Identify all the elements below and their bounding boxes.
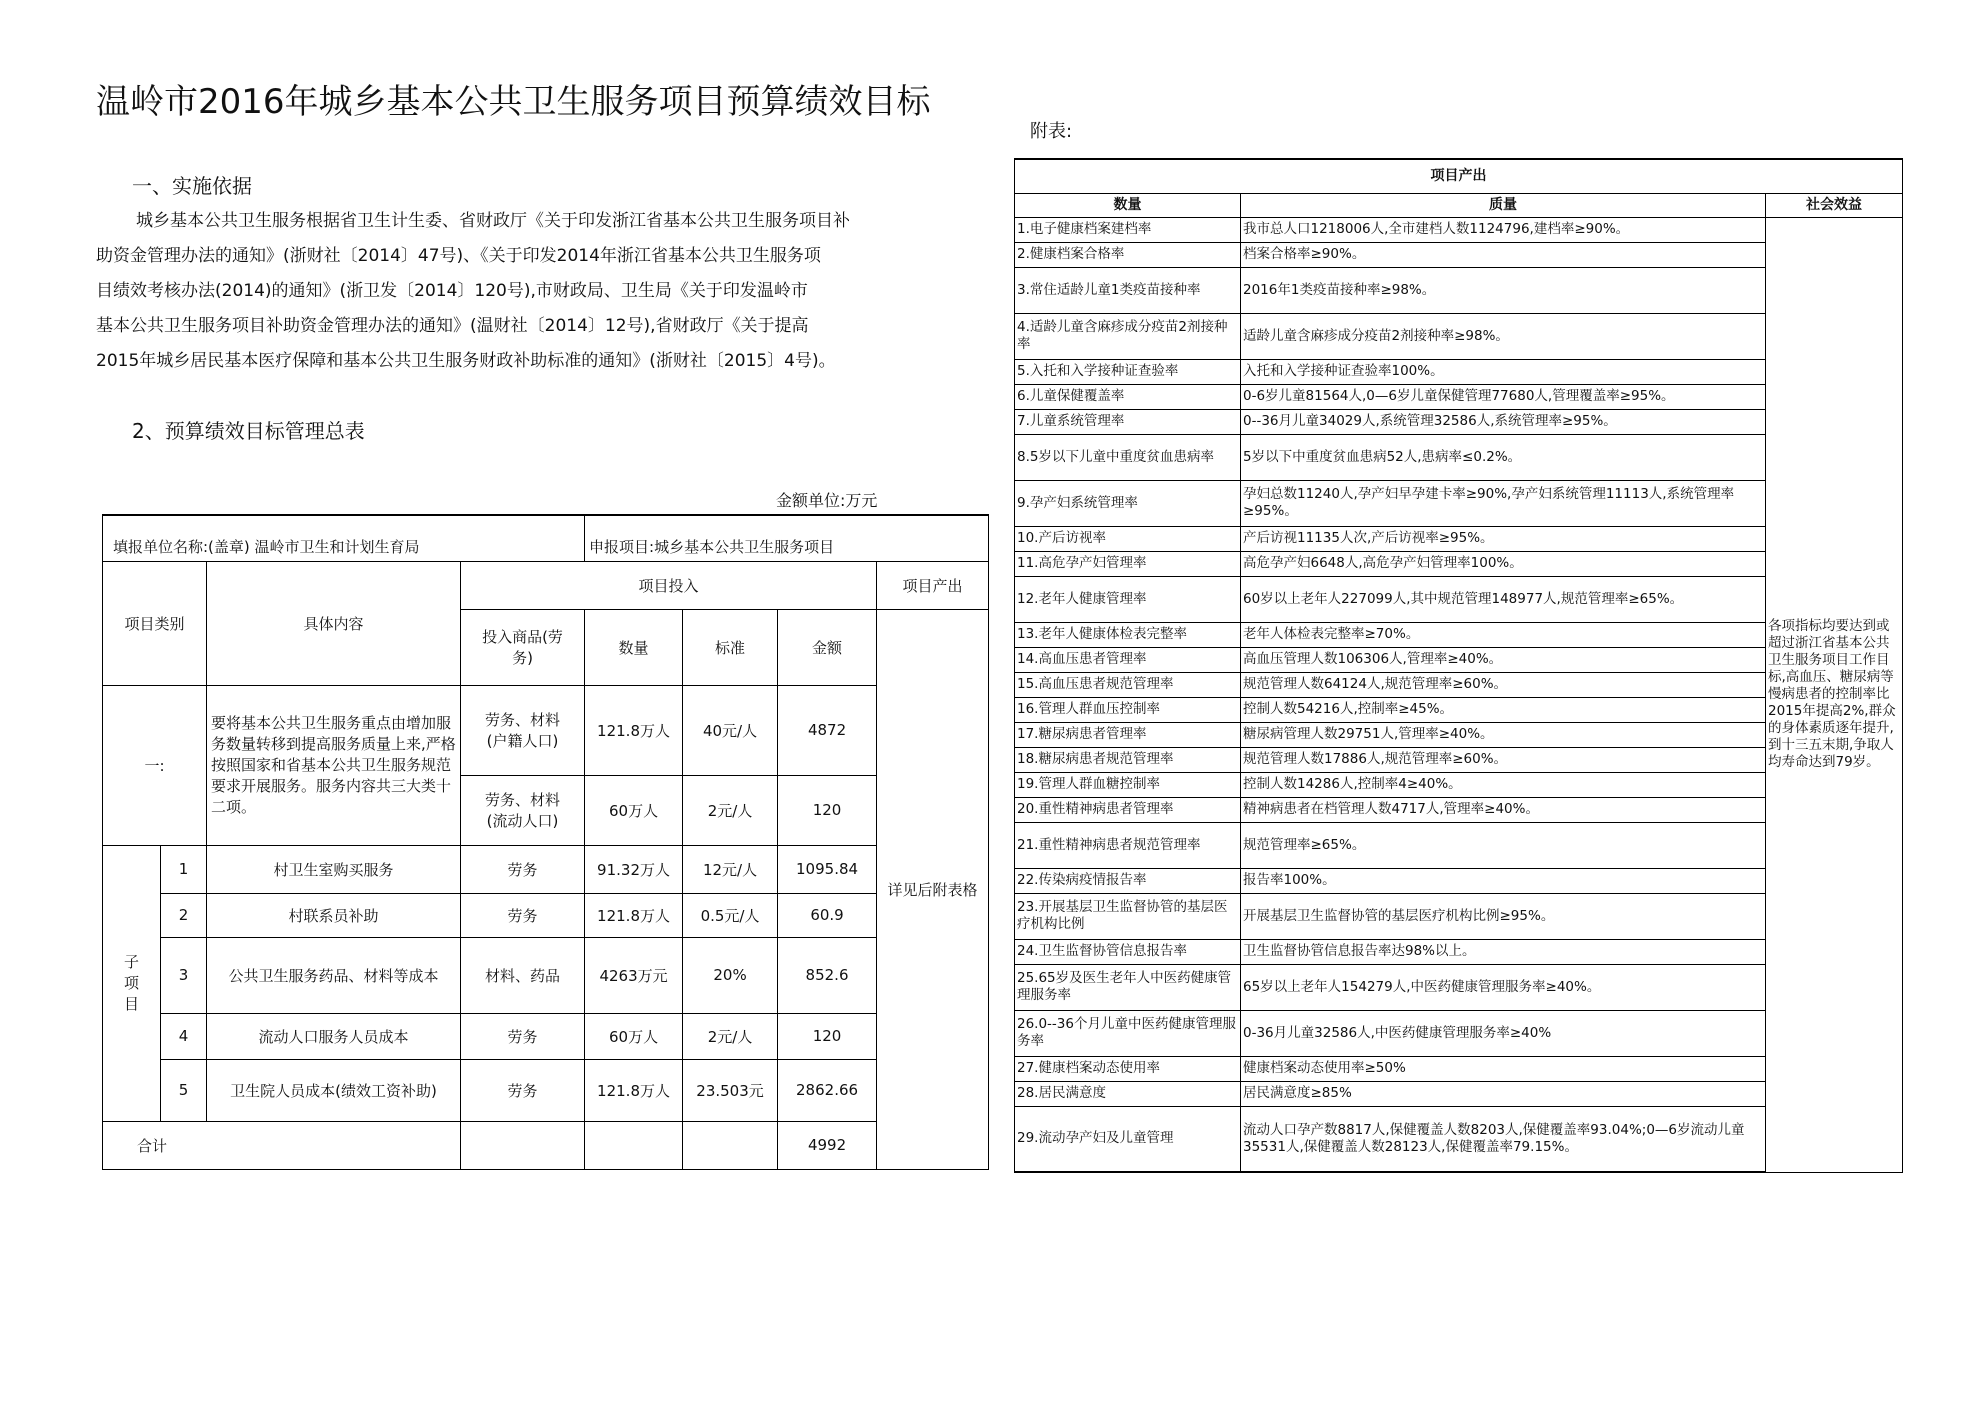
sub-row-standard: 0.5元/人 (683, 893, 778, 937)
indicator-name: 25.65岁及医生老年人中医药健康管理服务率 (1015, 964, 1241, 1010)
sub-row-amount: 120 (778, 1013, 877, 1059)
indicator-quality: 健康档案动态使用率≥50% (1241, 1056, 1766, 1081)
sub-row-number: 5 (161, 1059, 207, 1121)
sub-row-standard: 20% (683, 937, 778, 1013)
header-quantity: 数量 (585, 609, 683, 685)
indicator-name: 24.卫生监督协管信息报告率 (1015, 939, 1241, 964)
header-social-benefit: 社会效益 (1766, 193, 1903, 217)
sub-row-number: 2 (161, 893, 207, 937)
sub-row-quantity: 4263万元 (585, 937, 683, 1013)
sub-row-amount: 60.9 (778, 893, 877, 937)
indicator-name: 11.高危孕产妇管理率 (1015, 551, 1241, 576)
indicator-name: 17.糖尿病患者管理率 (1015, 722, 1241, 747)
indicator-quality: 精神病患者在档管理人数4717人,管理率≥40%。 (1241, 797, 1766, 822)
indicator-name: 27.健康档案动态使用率 (1015, 1056, 1241, 1081)
total-label: 合计 (103, 1121, 461, 1169)
sub-row-number: 4 (161, 1013, 207, 1059)
indicator-quality: 规范管理率≥65%。 (1241, 822, 1766, 868)
sub-row-content: 流动人口服务人员成本 (207, 1013, 461, 1059)
indicator-quality: 高血压管理人数106306人,管理率≥40%。 (1241, 647, 1766, 672)
appendix-label: 附表: (1030, 121, 1073, 142)
header-input: 项目投入 (461, 561, 877, 609)
header-content: 具体内容 (207, 561, 461, 685)
header-amount: 金额 (778, 609, 877, 685)
project-name-cell: 申报项目:城乡基本公共卫生服务项目 (585, 515, 989, 561)
header-category: 项目类别 (103, 561, 207, 685)
sub-row-number: 3 (161, 937, 207, 1013)
indicator-name: 29.流动孕产妇及儿童管理 (1015, 1106, 1241, 1172)
indicator-quality: 糖尿病管理人数29751人,管理率≥40%。 (1241, 722, 1766, 747)
budget-summary-table (102, 514, 989, 1170)
indicator-name: 21.重性精神病患者规范管理率 (1015, 822, 1241, 868)
indicator-name: 23.开展基层卫生监督协管的基层医疗机构比例 (1015, 893, 1241, 939)
indicator-name: 28.居民满意度 (1015, 1081, 1241, 1106)
indicator-name: 5.入托和入学接种证查验率 (1015, 359, 1241, 384)
indicator-quality: 适龄儿童含麻疹成分疫苗2剂接种率≥98%。 (1241, 313, 1766, 359)
sub-item-label: 子项目 (103, 845, 161, 1121)
total-goods-empty (461, 1121, 585, 1169)
main-row-quantity: 121.8万人 (585, 685, 683, 775)
indicator-name: 3.常住适龄儿童1类疫苗接种率 (1015, 267, 1241, 313)
sub-row-quantity: 121.8万人 (585, 1059, 683, 1121)
sub-row-goods: 材料、药品 (461, 937, 585, 1013)
indicator-quality: 0--36月儿童34029人,系统管理32586人,系统管理率≥95%。 (1241, 409, 1766, 434)
total-quantity-empty (585, 1121, 683, 1169)
paragraph-line: 助资金管理办法的通知》(浙财社〔2014〕47号)、《关于印发2014年浙江省基本公共卫生服务项 (96, 246, 821, 266)
indicator-name: 4.适龄儿童含麻疹成分疫苗2剂接种率 (1015, 313, 1241, 359)
indicator-quality: 档案合格率≥90%。 (1241, 242, 1766, 267)
main-row-standard: 2元/人 (683, 775, 778, 845)
indicator-name: 14.高血压患者管理率 (1015, 647, 1241, 672)
indicator-name: 12.老年人健康管理率 (1015, 576, 1241, 622)
indicator-name: 9.孕产妇系统管理率 (1015, 480, 1241, 526)
indicator-quality: 5岁以下中重度贫血患病52人,患病率≤0.2%。 (1241, 434, 1766, 480)
indicator-quality: 开展基层卫生监督协管的基层医疗机构比例≥95%。 (1241, 893, 1766, 939)
indicator-quality: 高危孕产妇6648人,高危孕产妇管理率100%。 (1241, 551, 1766, 576)
sub-row-standard: 12元/人 (683, 845, 778, 893)
sub-row-goods: 劳务 (461, 1059, 585, 1121)
sub-row-goods: 劳务 (461, 893, 585, 937)
basis-paragraph (96, 204, 986, 379)
header-output: 项目产出 (877, 561, 989, 609)
sub-row-amount: 1095.84 (778, 845, 877, 893)
indicator-quality: 居民满意度≥85% (1241, 1081, 1766, 1106)
indicator-quality: 规范管理人数17886人,规范管理率≥60%。 (1241, 747, 1766, 772)
indicator-name: 2.健康档案合格率 (1015, 242, 1241, 267)
total-standard-empty (683, 1121, 778, 1169)
main-row-amount: 4872 (778, 685, 877, 775)
sub-row-amount: 852.6 (778, 937, 877, 1013)
sub-row-quantity: 91.32万人 (585, 845, 683, 893)
indicator-quality: 60岁以上老年人227099人,其中规范管理148977人,规范管理率≥65%。 (1241, 576, 1766, 622)
filler-unit-cell: 填报单位名称:(盖章) 温岭市卫生和计划生育局 (103, 515, 585, 561)
section-heading-basis: 一、实施依据 (132, 174, 252, 198)
indicator-name: 8.5岁以下儿童中重度贫血患病率 (1015, 434, 1241, 480)
sub-row-content: 村联系员补助 (207, 893, 461, 937)
paragraph-line: 城乡基本公共卫生服务根据省卫生计生委、省财政厅《关于印发浙江省基本公共卫生服务项目补 (136, 211, 850, 231)
header-project-output: 项目产出 (1015, 159, 1903, 193)
indicator-name: 19.管理人群血糖控制率 (1015, 772, 1241, 797)
sub-row-content: 公共卫生服务药品、材料等成本 (207, 937, 461, 1013)
indicator-quality: 产后访视11135人次,产后访视率≥95%。 (1241, 526, 1766, 551)
main-row-quantity: 60万人 (585, 775, 683, 845)
header-quantity: 数量 (1015, 193, 1241, 217)
sub-row-goods: 劳务 (461, 845, 585, 893)
indicator-quality: 控制人数14286人,控制率4≥40%。 (1241, 772, 1766, 797)
paragraph-line: 基本公共卫生服务项目补助资金管理办法的通知》(温财社〔2014〕12号),省财政厅《关于提高 (96, 316, 809, 336)
sub-row-content: 卫生院人员成本(绩效工资补助) (207, 1059, 461, 1121)
indicator-quality: 控制人数54216人,控制率≥45%。 (1241, 697, 1766, 722)
category-one: 一: (103, 685, 207, 845)
paragraph-line: 2015年城乡居民基本医疗保障和基本公共卫生服务财政补助标准的通知》(浙财社〔2015〕4号)。 (96, 351, 836, 371)
social-benefit-text: 各项指标均要达到或超过浙江省基本公共卫生服务项目工作目标,高血压、糖尿病等慢病患者的控制率比2015年提高2%,群众的身体素质逐年提升,到十三五末期,争取人均寿命达到79岁。 (1766, 217, 1903, 1172)
indicator-quality: 2016年1类疫苗接种率≥98%。 (1241, 267, 1766, 313)
main-row-standard: 40元/人 (683, 685, 778, 775)
indicator-name: 13.老年人健康体检表完整率 (1015, 622, 1241, 647)
paragraph-line: 目绩效考核办法(2014)的通知》(浙卫发〔2014〕120号),市财政局、卫生局《关于印发温岭市 (96, 281, 808, 301)
total-amount: 4992 (778, 1121, 877, 1169)
sub-row-goods: 劳务 (461, 1013, 585, 1059)
indicator-quality: 报告率100%。 (1241, 868, 1766, 893)
indicator-name: 10.产后访视率 (1015, 526, 1241, 551)
section-heading-summary: 2、预算绩效目标管理总表 (132, 419, 365, 443)
sub-row-quantity: 121.8万人 (585, 893, 683, 937)
indicator-name: 1.电子健康档案建档率 (1015, 217, 1241, 242)
indicator-quality: 老年人体检表完整率≥70%。 (1241, 622, 1766, 647)
sub-row-number: 1 (161, 845, 207, 893)
indicator-quality: 孕妇总数11240人,孕产妇早孕建卡率≥90%,孕产妇系统管理11113人,系统管理率≥95%。 (1241, 480, 1766, 526)
output-indicator-table (1014, 158, 1903, 1173)
indicator-quality: 规范管理人数64124人,规范管理率≥60%。 (1241, 672, 1766, 697)
main-row-goods: 劳务、材料(流动人口) (461, 775, 585, 845)
sub-row-standard: 23.503元 (683, 1059, 778, 1121)
amount-unit: 金额单位:万元 (776, 491, 878, 510)
indicator-quality: 卫生监督协管信息报告率达98%以上。 (1241, 939, 1766, 964)
sub-row-amount: 2862.66 (778, 1059, 877, 1121)
indicator-name: 6.儿童保健覆盖率 (1015, 384, 1241, 409)
header-goods: 投入商品(劳务) (461, 609, 585, 685)
indicator-name: 26.0--36个月儿童中医药健康管理服务率 (1015, 1010, 1241, 1056)
indicator-name: 20.重性精神病患者管理率 (1015, 797, 1241, 822)
sub-row-content: 村卫生室购买服务 (207, 845, 461, 893)
indicator-quality: 65岁以上老年人154279人,中医药健康管理服务率≥40%。 (1241, 964, 1766, 1010)
main-row-amount: 120 (778, 775, 877, 845)
header-quality: 质量 (1241, 193, 1766, 217)
header-standard: 标准 (683, 609, 778, 685)
sub-row-quantity: 60万人 (585, 1013, 683, 1059)
indicator-quality: 入托和入学接种证查验率100%。 (1241, 359, 1766, 384)
indicator-quality: 我市总人口1218006人,全市建档人数1124796,建档率≥90%。 (1241, 217, 1766, 242)
indicator-quality: 流动人口孕产数8817人,保健覆盖人数8203人,保健覆盖率93.04%;0—6岁流动儿童35531人,保健覆盖人数28123人,保健覆盖率79.15%。 (1241, 1106, 1766, 1172)
indicator-name: 7.儿童系统管理率 (1015, 409, 1241, 434)
indicator-quality: 0-36月儿童32586人,中医药健康管理服务率≥40% (1241, 1010, 1766, 1056)
indicator-quality: 0-6岁儿童81564人,0—6岁儿童保健管理77680人,管理覆盖率≥95%。 (1241, 384, 1766, 409)
indicator-name: 18.糖尿病患者规范管理率 (1015, 747, 1241, 772)
sub-row-standard: 2元/人 (683, 1013, 778, 1059)
indicator-name: 16.管理人群血压控制率 (1015, 697, 1241, 722)
indicator-name: 15.高血压患者规范管理率 (1015, 672, 1241, 697)
page-title: 温岭市2016年城乡基本公共卫生服务项目预算绩效目标 (96, 82, 931, 122)
output-note: 详见后附表格 (877, 609, 989, 1169)
content-description: 要将基本公共卫生服务重点由增加服务数量转移到提高服务质量上来,严格按照国家和省基本公共卫生服务规范要求开展服务。服务内容共三大类十二项。 (207, 685, 461, 845)
indicator-name: 22.传染病疫情报告率 (1015, 868, 1241, 893)
main-row-goods: 劳务、材料(户籍人口) (461, 685, 585, 775)
